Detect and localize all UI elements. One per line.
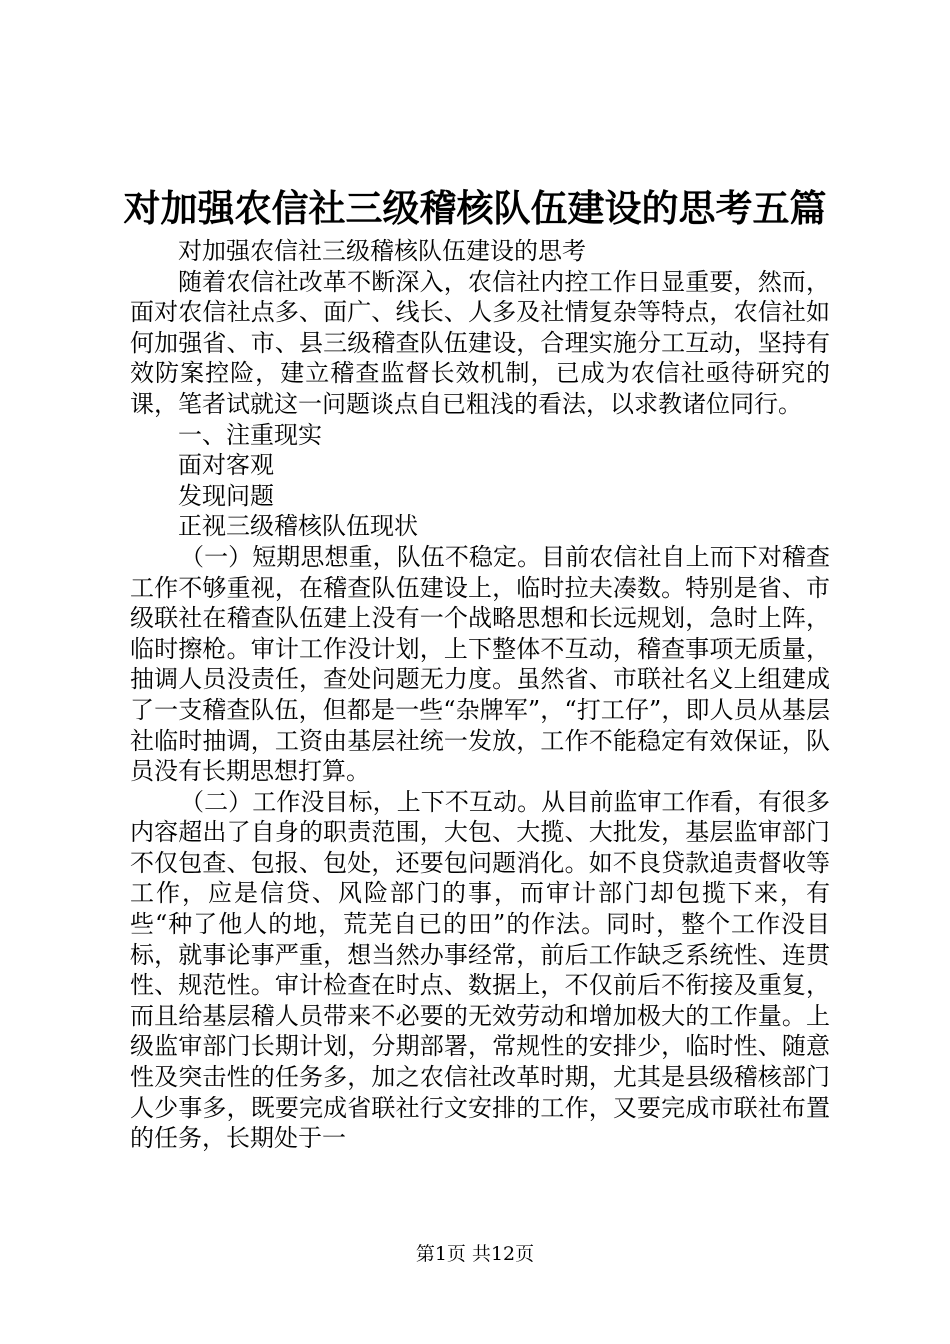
intro-paragraph: 随着农信社改革不断深入，农信社内控工作日显重要，然而，面对农信社点多、面广、线长、人多及社情复杂等特点，农信社如何加强省、市、县三级稽查队伍建设，合理实施分工互动，坚持有效防案控险，建立稽查监督长效机制，已成为农信社亟待研究的课，笔者试就这一问题谈点自已粗浅的看法，以求教诸位同行。: [130, 267, 830, 418]
body-paragraph-2: （二）工作没目标，上下不互动。从目前监审工作看，有很多内容超出了自身的职责范围，大包、大揽、大批发，基层监审部门不仅包查、包报、包处，还要包问题消化。如不良贷款追责督收等工作，应是信贷、风险部门的事，而审计部门却包揽下来，有些“种了他人的地，荒芜自已的田”的作法。同时，整个工作没目标，就事论事严重，想当然办事经常，前后工作缺乏系统性、连贯性、规范性。审计检查在时点、数据上，不仅前后不衔接及重复，而且给基层稽人员带来不必要的无效劳动和增加极大的工作量。上级监审部门长期计划，分期部署，常规性的安排少，临时性、随意性及突击性的任务多，加之农信社改革时期，尤其是县级稽核部门人少事多，既要完成省联社行文安排的工作，又要完成市联社布置的任务，长期处于一: [130, 787, 830, 1153]
page-number-footer: 第1页 共12页: [415, 1243, 535, 1265]
section-subheading-3: 正视三级稽核队伍现状: [178, 512, 418, 541]
document-title: 对加强农信社三级稽核队伍建设的思考五篇: [123, 186, 827, 230]
section-heading: 一、注重现实: [178, 420, 322, 449]
body-paragraph-1: （一）短期思想重，队伍不稳定。目前农信社自上而下对稽查工作不够重视，在稽查队伍建设上，临时拉夫凑数。特别是省、市级联社在稽查队伍建上没有一个战略思想和长远规划，急时上阵，临时擦枪。审计工作没计划，上下整体不互动，稽查事项无质量，抽调人员没责任，查处问题无力度。虽然省、市联社名义上组建成了一支稽查队伍，但都是一些“杂牌军”，“打工仔”，即人员从基层社临时抽调，工资由基层社统一发放，工作不能稳定有效保证，队员没有长期思想打算。: [130, 542, 830, 786]
subtitle-paragraph: 对加强农信社三级稽核队伍建设的思考: [178, 237, 586, 265]
document-body: [130, 236, 830, 1154]
section-subheading-1: 面对客观: [178, 451, 274, 480]
section-subheading-2: 发现问题: [178, 481, 274, 510]
